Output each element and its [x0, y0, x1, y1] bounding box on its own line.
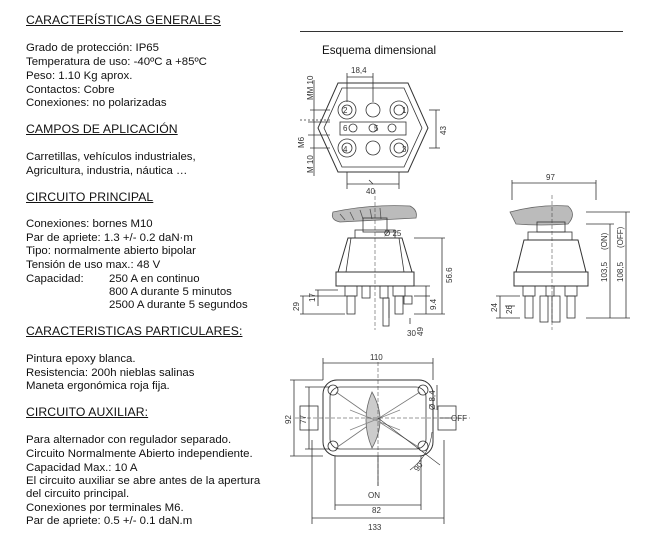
spec-line: Conexiones: bornes M10 [26, 218, 153, 230]
spec-line: Pintura epoxy blanca. [26, 353, 136, 365]
dim-label: 133 [368, 523, 382, 532]
dim-label: 26 [505, 305, 514, 314]
dim-label: (ON) [600, 232, 609, 250]
terminal-label: 4 [343, 145, 348, 154]
dim-label: 24 [490, 303, 499, 312]
dim-label: 49 [416, 327, 425, 336]
side-view [496, 180, 630, 330]
heading-particulares: CARACTERISTICAS PARTICULARES: [26, 324, 243, 338]
heading-campos: CAMPOS DE APLICACIÓN [26, 122, 178, 136]
dim-label: ON [368, 491, 380, 500]
spec-line: Par de apriete: 1.3 +/- 0.2 daN·m [26, 232, 193, 244]
dim-label: 17 [308, 293, 317, 302]
spec-line: Carretillas, vehículos industriales, [26, 151, 196, 163]
drawing-title: Esquema dimensional [322, 44, 437, 57]
capacidad-label: Capacidad: [26, 273, 84, 285]
dim-label: 97 [546, 173, 555, 182]
dim-label: MM 10 [306, 75, 315, 100]
terminal-label: 1 [402, 106, 407, 115]
dim-label: 43 [439, 126, 448, 135]
capacidad-value: 800 A durante 5 minutos [109, 286, 232, 298]
spec-line: Grado de protección: IP65 [26, 42, 159, 54]
dim-label: M 10 [306, 155, 315, 173]
dim-label: 18,4 [351, 66, 367, 75]
dim-label: 82 [372, 506, 381, 515]
terminal-label: 5 [374, 124, 379, 133]
front-view [300, 190, 445, 330]
dim-label: M6 [297, 136, 306, 148]
dim-label: OFF [451, 414, 467, 423]
dim-label: 29 [292, 302, 301, 311]
spec-line: Resistencia: 200h nieblas salinas [26, 367, 195, 379]
capacidad-value: 250 A en continuo [109, 273, 200, 285]
terminal-label: 6 [343, 124, 348, 133]
dim-label: 40 [366, 187, 375, 196]
dim-label: 108,5 [616, 261, 625, 282]
top-view [300, 73, 440, 189]
spec-line: Contactos: Cobre [26, 84, 115, 96]
spec-line: Agricultura, industria, náutica … [26, 165, 188, 177]
dim-label: 90° [412, 458, 427, 474]
dim-label: 30 [407, 329, 416, 338]
spec-line: Conexiones: no polarizadas [26, 97, 167, 109]
heading-principal: CIRCUITO PRINCIPAL [26, 190, 154, 204]
terminal-label: 3 [402, 145, 407, 154]
dim-label: 92 [284, 415, 293, 424]
heading-auxiliar: CIRCUITO AUXILIAR: [26, 405, 149, 419]
capacidad-value: 2500 A durante 5 segundos [109, 299, 248, 311]
spec-line: Conexiones por terminales M6. [26, 502, 184, 514]
dim-label: 9.4 [429, 298, 438, 310]
spec-line: Temperatura de uso: -40ºC a +85ºC [26, 56, 207, 68]
dim-label: Ø 25 [384, 229, 402, 238]
dim-label: 110 [370, 353, 383, 362]
spec-line: Par de apriete: 0.5 +/- 0.1 daN.m [26, 515, 193, 527]
dim-label: 77 [299, 415, 308, 424]
spec-line: Para alternador con regulador separado. [26, 434, 232, 446]
spec-line: Peso: 1.10 Kg aprox. [26, 70, 133, 82]
terminal-label: 2 [343, 106, 348, 115]
spec-line: El circuito auxiliar se abre antes de la apertura [26, 475, 261, 487]
spec-line: Tensión de uso max.: 48 V [26, 259, 161, 271]
dim-label: 56.6 [445, 267, 454, 283]
spec-line: del circuito principal. [26, 488, 130, 500]
bottom-view [290, 358, 470, 524]
dim-label: 103,5 [600, 261, 609, 282]
dim-label: (OFF) [616, 226, 625, 248]
spec-line: Capacidad Max.: 10 A [26, 462, 138, 474]
spec-line: Tipo: normalmente abierto bipolar [26, 245, 196, 257]
spec-line: Maneta ergonómica roja fija. [26, 380, 170, 392]
dim-label: Ø 8,4 [428, 390, 437, 410]
spec-line: Circuito Normalmente Abierto independiente. [26, 448, 253, 460]
heading-generales: CARACTERÍSTICAS GENERALES [26, 13, 221, 27]
